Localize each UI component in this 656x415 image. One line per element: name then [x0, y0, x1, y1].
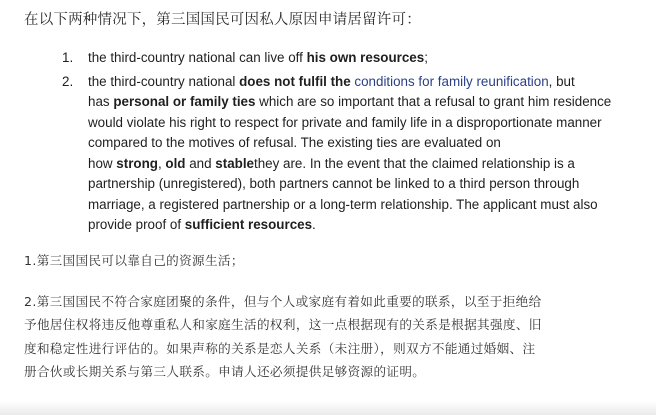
item2-bold-stable: stable [215, 155, 254, 171]
chinese-paragraph-1: 1.第三国国民可以靠自己的资源生活； [24, 253, 244, 268]
chinese-line: 册合伙或长期关系与第三人联系。申请人还必须提供足够资源的证明。 [24, 363, 426, 379]
item2-text: . [312, 217, 316, 232]
list-item-2 [62, 72, 632, 236]
item2-text: partnership (unregistered), both partners cannot be linked to a third person through [88, 176, 580, 191]
bottom-edge-shadow [0, 401, 656, 415]
item2-text: the third-country national [88, 73, 240, 89]
chinese-line: 度和稳定性进行评估的。如果声称的关系是恋人关系（未注册），则双方不能通过婚姻、注 [24, 340, 536, 356]
item1-text: the third-country national can live off [88, 50, 307, 65]
item1-punct: ; [424, 50, 428, 65]
list-number: 2. [62, 73, 74, 89]
item2-text: , [157, 155, 166, 171]
chinese-paragraph-2 [24, 290, 636, 383]
item1-bold-own-resources: his own resources [306, 50, 425, 65]
item2-bold-personal-ties: personal or family ties [113, 94, 256, 109]
item2-text: and [185, 155, 216, 171]
item2-text: has [88, 94, 114, 109]
list-item-1 [62, 48, 632, 69]
numbered-list [62, 48, 632, 236]
family-reunification-link[interactable]: conditions for family reunification [350, 73, 549, 89]
item2-text: marriage, a registered partnership or a long-term relationship. The applicant must also [88, 196, 598, 212]
chinese-line: 予他居住权将违反他尊重私人和家庭生活的权利，这一点根据现有的关系是根据其强度、旧 [24, 317, 542, 333]
item2-bold-old: old [165, 155, 186, 171]
item2-bold-sufficient-resources: sufficient resources [184, 217, 313, 232]
item2-text: which are so important that a refusal to grant him residence [255, 94, 612, 109]
item2-text: how [88, 155, 117, 171]
list-number: 1. [62, 50, 74, 65]
item2-text: would violate his right to respect for private and family life in a disproportionate manner [88, 114, 602, 130]
chinese-line: 2.第三国国民不符合家庭团聚的条件，但与个人或家庭有着如此重要的联系，以至于拒绝给 [24, 294, 542, 309]
item2-bold-strong: strong [116, 155, 158, 171]
item2-text: , but [548, 73, 575, 89]
item2-bold-not-fulfil: does not fulfil the [239, 73, 351, 89]
item2-text: provide proof of [88, 217, 185, 232]
item2-text: compared to the motives of refusal. The existing ties are evaluated on [88, 135, 501, 150]
item2-text: they are. In the event that the claimed relationship is a [254, 155, 575, 171]
intro-heading: 在以下两种情况下，第三国国民可因私人原因申请居留许可： [24, 12, 421, 28]
